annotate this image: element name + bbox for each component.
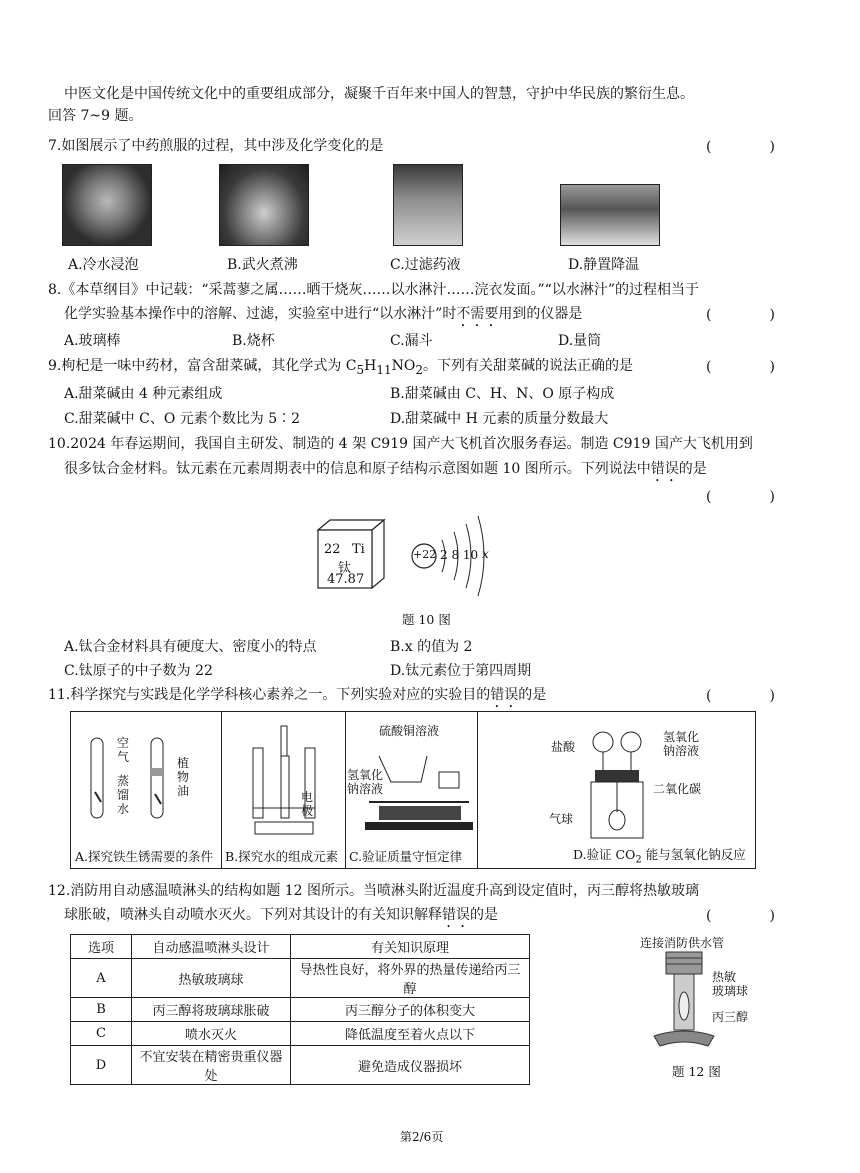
q11-emphasis: 错误 xyxy=(490,687,519,703)
intro-line-2: 回答 7~9 题。 xyxy=(48,108,143,124)
q10-option-a: A.钛合金材料具有硬度大、密度小的特点 xyxy=(64,639,317,655)
q8-answer-bracket: ( ) xyxy=(706,307,797,323)
q11-c-copper-sulfate-label: 硫酸铜溶液 xyxy=(379,724,440,738)
q7-photo-c xyxy=(393,164,463,246)
q8-option-b: B.烧杯 xyxy=(232,333,275,349)
q12-pipe-label: 连接消防供水管 xyxy=(640,936,725,950)
q12-table-header: 选项 自动感温喷淋头设计 有关知识原理 xyxy=(71,935,530,959)
q7-option-b: B.武火煮沸 xyxy=(227,257,298,273)
q11-a-water-label: 蒸 馏 水 xyxy=(117,774,130,816)
q12-sprinkler-figure xyxy=(646,950,722,1056)
q12-table xyxy=(70,934,530,1085)
intro-line-1: 中医文化是中国传统文化中的重要组成部分，凝聚千百年来中国人的智慧，守护中华民族的繁衍生息。 xyxy=(64,86,694,102)
q11-d-hcl-label: 盐酸 xyxy=(551,740,576,754)
q10-atomic-mass: 47.87 xyxy=(327,572,365,587)
table-row: B 丙三醇将玻璃球胀破 丙三醇分子的体积变大 xyxy=(71,998,530,1022)
q7-photo-b xyxy=(219,164,309,246)
page-number: 第2/6页 xyxy=(400,1130,444,1144)
q11-stem: 11.科学探究与实践是化学学科核心素养之一。下列实验对应的实验目的错误的是 xyxy=(48,687,547,703)
q11-caption-a: A.探究铁生锈需要的条件 xyxy=(75,849,214,864)
q7-stem: 7.如图展示了中药煎服的过程，其中涉及化学变化的是 xyxy=(48,138,384,154)
q11-a-air-label: 空 气 xyxy=(117,736,130,764)
q7-photo-d xyxy=(560,184,660,246)
q11-cell-d xyxy=(477,712,753,868)
q9-option-b: B.甜菜碱由 C、H、N、O 原子构成 xyxy=(390,386,615,402)
q12-line-1: 12.消防用自动感温喷淋头的结构如题 12 图所示。当喷淋头附近温度升高到设定值时，丙三醇将热敏玻璃 xyxy=(48,883,699,899)
q11-d-co2-label: 二氧化碳 xyxy=(653,782,702,796)
q10-atomic-number: 22 xyxy=(324,542,341,557)
q10-element-symbol: Ti xyxy=(352,542,365,557)
q8-line-2: 化学实验基本操作中的溶解、过滤，实验室中进行“以水淋汁”时不需要用到的仪器是 xyxy=(64,306,583,322)
q7-option-d: D.静置降温 xyxy=(568,257,640,273)
q7-photo-a xyxy=(62,164,152,246)
q8-option-d: D.量筒 xyxy=(558,333,602,349)
table-row: C 喷水灭火 降低温度至着火点以下 xyxy=(71,1022,530,1046)
q11-cell-b xyxy=(221,712,346,868)
q11-cell-a xyxy=(71,712,222,868)
q10-line-1: 10.2024 年春运期间，我国自主研发、制造的 4 架 C919 国产大飞机首次服务春运。制造 C919 国产大飞机用到 xyxy=(48,436,753,452)
q11-a-oil-label: 植 物 油 xyxy=(177,756,190,798)
q7-answer-bracket: ( ) xyxy=(706,139,797,155)
q10-electron-shells: 2 8 10 xyxy=(440,548,479,562)
q10-answer-bracket: ( ) xyxy=(706,489,797,505)
q12-line-2: 球胀破，喷淋头自动喷水灭火。下列对其设计的有关知识解释错误的是 xyxy=(64,907,498,923)
q8-emphasis: 不需要 xyxy=(456,306,499,322)
q9-answer-bracket: ( ) xyxy=(706,359,797,375)
q11-experiment-panel xyxy=(70,711,756,869)
q11-d-naoh-label: 氢氧化 钠溶液 xyxy=(663,730,700,758)
q10-element-name: 钛 xyxy=(338,561,352,576)
q12-answer-bracket: ( ) xyxy=(706,908,797,924)
q7-option-c: C.过滤药液 xyxy=(390,257,461,273)
table-row: D 不宜安装在精密贵重仪器处 避免造成仪器损坏 xyxy=(71,1046,530,1085)
q9-stem: 9.枸杞是一味中药材，富含甜菜碱，其化学式为 $C_5H_{11}NO_2$。下列有关甜菜碱的说法正确的是 xyxy=(48,358,634,377)
q7-option-a: A.冷水浸泡 xyxy=(68,257,139,273)
q11-caption-d: D.验证 $CO_2$ 能与氢氧化钠反应 xyxy=(573,846,746,865)
q11-caption-c: C.验证质量守恒定律 xyxy=(349,849,463,864)
q8-option-c: C.漏斗 xyxy=(390,333,433,349)
q11-d-balloon-label: 气球 xyxy=(549,812,574,826)
q12-glass-bulb-label: 热敏 玻璃球 xyxy=(712,970,749,998)
q10-figure-caption: 题 10 图 xyxy=(402,612,451,627)
q11-cell-c xyxy=(345,712,478,868)
q10-option-d: D.钛元素位于第四周期 xyxy=(390,663,532,679)
q10-option-c: C.钛原子的中子数为 22 xyxy=(64,663,213,679)
q11-b-electrode-label: 电极 xyxy=(301,790,314,818)
q12-glycerol-label: 丙三醇 xyxy=(712,1010,749,1024)
q10-outer-electrons: x xyxy=(482,547,489,561)
q12-figure-caption: 题 12 图 xyxy=(672,1064,721,1079)
q10-nucleus-charge: +22 xyxy=(413,548,437,561)
q8-option-a: A.玻璃棒 xyxy=(64,333,121,349)
q10-emphasis: 错误 xyxy=(650,461,679,477)
table-row: A 热敏玻璃球 导热性良好，将外界的热量传递给丙三醇 xyxy=(71,959,530,998)
q10-line-2: 很多钛合金材料。钛元素在元素周期表中的信息和原子结构示意图如题 10 图所示。下列说法中错误的是 xyxy=(64,461,707,477)
q9-option-a: A.甜菜碱由 4 种元素组成 xyxy=(64,386,223,402)
q9-option-d: D.甜菜碱中 H 元素的质量分数最大 xyxy=(390,411,609,427)
q12-emphasis: 错误 xyxy=(442,907,470,923)
q9-option-c: C.甜菜碱中 C、O 元素个数比为 5∶2 xyxy=(64,411,301,427)
q11-caption-b: B.探究水的组成元素 xyxy=(225,849,339,864)
q11-c-naoh-label: 氢氧化 钠溶液 xyxy=(347,768,384,796)
q11-answer-bracket: ( ) xyxy=(706,688,797,704)
q10-option-b: B.x 的值为 2 xyxy=(390,639,473,655)
q8-line-1: 8.《本草纲目》中记载：“采蒿蓼之属……晒干烧灰……以水淋汁……浣衣发面。”“以水淋汁”的过程相当于 xyxy=(48,282,699,298)
